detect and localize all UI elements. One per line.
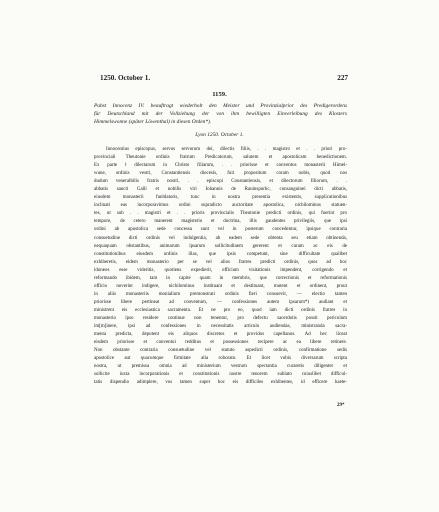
- body-line: exhiberetis, eidem monasterio per se vel alios fratres predicti ordinis, quos ad hoc: [94, 259, 347, 265]
- document-number: 1159.: [212, 91, 227, 98]
- body-line: constitutionibus eiusdem ordinis illas, que ipsis competunt, sine difficultate qualibet: [94, 251, 347, 257]
- body-line: sollicite iuxta incorporationis et constitutionis nostre tenorem sublato cuiuslibet difficul-: [94, 372, 347, 378]
- document-body: [94, 146, 347, 387]
- document-summary: [94, 102, 347, 126]
- body-line: eisdem priorisse et conventui redditus et possessiones recipere ac ea libere retinere.: [94, 340, 347, 346]
- body-line: eiusdem monasterii fun‖datoris, tunc in nostra presentia existentis, supplicationibus: [94, 195, 347, 201]
- body-line: menta predicta, deputent eis aliquos discretos et providos capellanos. Ad hec liceat: [94, 332, 347, 338]
- body-line: im[m]inere, ipsi ad confessiones in necessitatis articulo audiendas, ministranda sacra-: [94, 324, 347, 330]
- summary-line: für Deutschland mit der Vollziehung der von ihm bewilligten Einverleibung des Klosters: [94, 111, 347, 117]
- summary-line: Pabst Innocenz IV. beauftragt wiederholt den Meister und Provinzialprior des Predigerordens: [94, 103, 347, 109]
- header-date: 1250. October 1.: [100, 74, 151, 82]
- body-line: tatis dispendio adimplere, vos tamen super hoc eis difficiles exhibentes, id efficere haete-: [94, 380, 347, 386]
- body-line: officio noverint indigere, nichilominus instituant et destituant, mutent et ordinent, prout: [94, 283, 347, 289]
- body-line: apostolice aut quacumque firmitate alia roborato. Et licet vobis diversarum scripta: [94, 356, 347, 362]
- summary-line: Himmelswonne (später Löwenthal) in diesen Orden*).: [94, 119, 212, 125]
- body-line: Innocentius episcopus, servus servorum dei, dilectis filiis, . . magistro et . . priori pro-: [106, 147, 347, 152]
- body-line: inclinati eas incorporavimus ordini supradicto auctoritate apostolica, nichilominus statuen-: [94, 203, 347, 209]
- signature-mark: 29*: [337, 403, 345, 408]
- body-line: abbatis sancti Galli et nobilis viri Iohannis de Rauinspurhc, consanguinei dicti abbatis,: [94, 187, 347, 193]
- page-number: 227: [337, 74, 348, 82]
- place-date-line: Lyon 1250. October 1.: [195, 132, 244, 138]
- body-line: ordini ab apostolica sede concessa sunt vel in posterum concedentur, ipsique contraria: [94, 227, 347, 233]
- body-line: provinciali Theutonie ordinis fratrum Predicatorum, salutem et apostolicam benedictionem.: [94, 155, 347, 161]
- running-header: [100, 74, 348, 82]
- body-line: consuetudine dicti ordinis vel indulgentia, ab eadem sede obtenta seu etiam obtinenda,: [94, 235, 347, 241]
- body-line: ministrent eis ecclesiastica sacramenta. Et ne pro eo, quod iam dicti ordinis fratres in: [94, 307, 347, 313]
- body-line: tes, ut sub . . magistri et . . prioris provincialis Theutonie predicti ordinis, qui fuerint pro: [94, 211, 347, 217]
- body-line: dudum venera‖bilis fratris nostri, . . episcopi Constantiensis, et dilectorum filiorum, . .: [94, 179, 347, 185]
- body-line: monasterio ipso residere continue non tenentur, pro defectu sacerdotis possit periculum: [94, 315, 347, 321]
- body-line: nequaquam obstantibus, animarum ipsarum sollicitudinem gererent et curam ac eis de: [94, 243, 347, 249]
- body-line: Ex parte ‖ dilectarum in Christo filiarum, . . priorisse et conventus monasterii Himel-: [94, 163, 347, 169]
- body-line: priorisse libere pertineat ad conventum, — confessiones autem ipsarum*) audiant et: [94, 299, 347, 305]
- body-line: idoneos esse videritis, quotiens expedierit, officium visitationis impendent, corrigendo et: [94, 267, 347, 273]
- body-line: wune, ordinis vestri, Constantiensis diocesis, fuit propositum coram nobis, quod nos: [94, 171, 347, 177]
- body-line: nostra, ut premissa omnia ad ministerium vestrum spectantia curaretis diligenter et: [94, 364, 347, 370]
- body-line: tempore, de cetero manerent magisterio et doctrina, illis gaudentes privilegiis, que ipsi: [94, 219, 347, 225]
- body-line: Non obstante contraria consuetudine vel statuto aspedicti ordinis, confirmatione sedis: [94, 348, 347, 354]
- body-line: in aliis monasteriis monialium premonstrati ordinis fieri consuevit, — electio tamen: [94, 291, 347, 297]
- body-line: reformando ibidem, tam in capite quam in membris, que correctionis et reformationis: [94, 275, 347, 281]
